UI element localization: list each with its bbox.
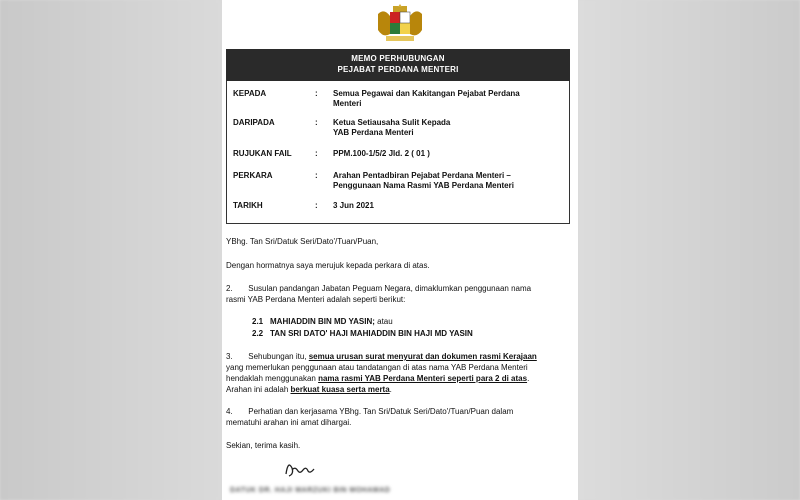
paragraph-3-line [226, 373, 571, 384]
list-suffix: atau [374, 317, 393, 326]
paragraph-text: hendaklah menggunakan [226, 374, 319, 383]
field-value-line: Menteri [333, 99, 362, 108]
paragraph-2 [226, 283, 571, 305]
paragraph-4-line: mematuhi arahan ini amat dihargai. [226, 418, 352, 427]
paragraph-text: . [389, 385, 392, 394]
background-right [578, 0, 800, 500]
field-value [333, 89, 563, 109]
paragraph-3 [226, 351, 571, 395]
paragraph-2-line: rasmi YAB Perdana Menteri adalah seperti berikut: [226, 295, 406, 304]
closing-text: Sekian, terima kasih. [226, 441, 301, 450]
field-label: DARIPADA [233, 118, 275, 127]
field-label: RUJUKAN FAIL [233, 149, 292, 158]
field-colon: : [315, 118, 318, 127]
field-colon: : [315, 149, 318, 158]
paragraph-3-line: yang memerlukan penggunaan atau tandatangan di atas nama YAB Perdana Menteri [226, 363, 528, 372]
field-value [333, 201, 563, 211]
emphasis-text: nama rasmi YAB Perdana Menteri seperti para 2 di atas [318, 374, 528, 383]
field-value-line: Arahan Pentadbiran Pejabat Perdana Menteri – [333, 171, 511, 180]
paragraph-3-line [226, 384, 571, 395]
paragraph-number: 3. [226, 352, 233, 361]
memo-title: MEMO PERHUBUNGAN [351, 54, 445, 63]
paragraph-text: Arahan ini adalah [226, 385, 291, 394]
list-number: 2.1 [252, 317, 264, 326]
field-label: PERKARA [233, 171, 273, 180]
paragraph-text: Perhatian dan kerjasama YBhg. Tan Sri/Datuk Seri/Dato'/Tuan/Puan dalam [248, 407, 514, 416]
field-label: KEPADA [233, 89, 267, 98]
paragraph-text: Sehubungan itu, [248, 352, 309, 361]
salutation: YBhg. Tan Sri/Datuk Seri/Dato'/Tuan/Puan, [226, 237, 379, 246]
field-label: TARIKH [233, 201, 263, 210]
paragraph-2-line [226, 283, 571, 294]
field-value [333, 149, 563, 159]
list-number: 2.2 [252, 329, 264, 338]
memo-info-box [226, 81, 570, 224]
coat-of-arms-logo [372, 2, 428, 46]
field-value-line: Semua Pegawai dan Kakitangan Pejabat Perdana [333, 89, 520, 98]
signature-image [282, 452, 322, 482]
list-text: TAN SRI DATO' HAJI MAHIADDIN BIN HAJI MD YASIN [270, 329, 473, 338]
paragraph-number: 4. [226, 407, 233, 416]
memo-office: PEJABAT PERDANA MENTERI [337, 65, 459, 74]
paragraph-4-line [226, 406, 571, 417]
field-value-line: YAB Perdana Menteri [333, 128, 414, 137]
field-value [333, 171, 563, 191]
paragraph-number: 2. [226, 284, 233, 293]
memo-document [222, 0, 578, 500]
field-value-line: 3 Jun 2021 [333, 201, 374, 210]
list-name: MAHIADDIN BIN MD YASIN; [270, 317, 375, 326]
paragraph-4 [226, 406, 571, 428]
signatory-name: DATUK DR. HAJI MARZUKI BIN MOHAMAD [230, 487, 391, 494]
field-value [333, 118, 563, 138]
background-left [0, 0, 222, 500]
field-value-line: Ketua Setiausaha Sulit Kepada [333, 118, 451, 127]
field-colon: : [315, 171, 318, 180]
intro-paragraph: Dengan hormatnya saya merujuk kepada perkara di atas. [226, 261, 430, 270]
field-colon: : [315, 201, 318, 210]
paragraph-3-line [226, 351, 571, 362]
emphasis-text: semua urusan surat menyurat dan dokumen rasmi Kerajaan [308, 352, 537, 361]
paragraph-text: Susulan pandangan Jabatan Peguam Negara, dimaklumkan penggunaan nama [248, 284, 532, 293]
field-value-line: PPM.100-1/5/2 Jld. 2 ( 01 ) [333, 149, 430, 158]
emphasis-text: berkuat kuasa serta merta [290, 385, 390, 394]
paragraph-text: . [527, 374, 530, 383]
field-colon: : [315, 89, 318, 98]
field-value-line: Penggunaan Nama Rasmi YAB Perdana Menteri [333, 181, 514, 190]
memo-header [226, 49, 570, 81]
list-text [270, 317, 393, 326]
